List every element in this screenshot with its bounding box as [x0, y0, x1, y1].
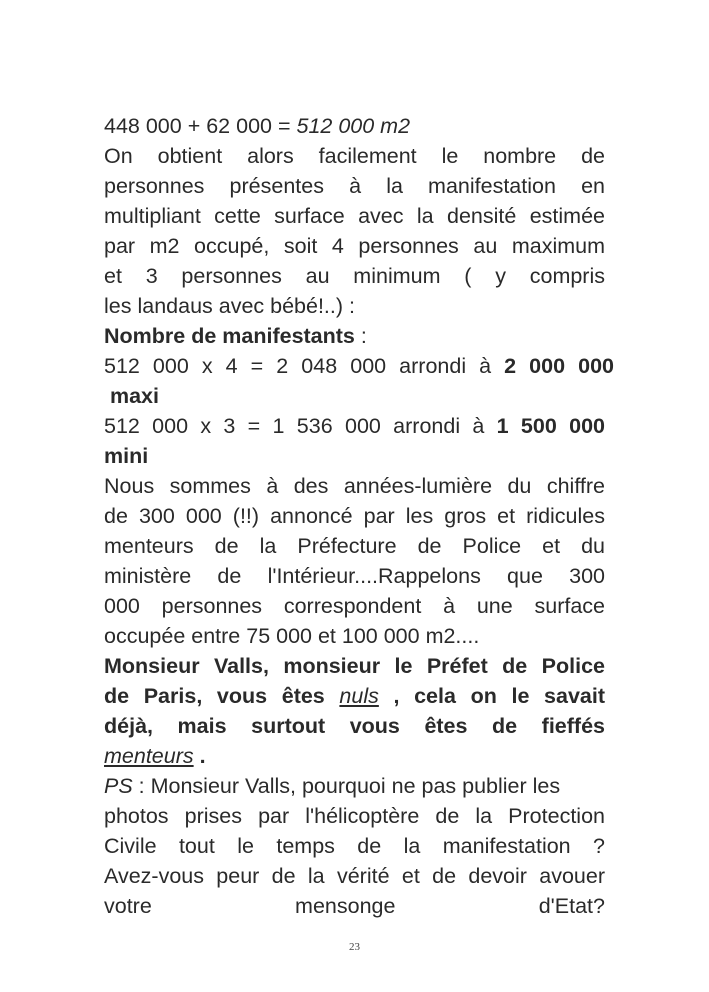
paragraph-line: ministère de l'Intérieur....Rappelons que 300	[104, 564, 605, 588]
ps-label: PS	[104, 774, 133, 798]
equation-line: 448 000 + 62 000 = 512 000 m2	[104, 114, 411, 138]
emphasis-menteurs: menteurs	[104, 744, 194, 768]
paragraph-line: menteurs de la Préfecture de Police et du	[104, 534, 605, 558]
paragraph-line: personnes présentes à la manifestation en	[104, 174, 605, 198]
paragraph-line: Nous sommes à des années-lumière du chiffre	[104, 474, 605, 498]
section-heading: Nombre de manifestants :	[104, 324, 367, 348]
paragraph-line: Monsieur Valls, monsieur le Préfet de Police	[104, 654, 605, 678]
calc-max-label: maxi	[109, 384, 159, 408]
paragraph-line: de 300 000 (!!) annoncé par les gros et ridicules	[104, 504, 605, 528]
ps-line: Avez-vous peur de la vérité et de devoir avouer	[104, 864, 605, 888]
page-number: 23	[349, 941, 360, 953]
paragraph-line: 000 personnes correspondent à une surface	[104, 594, 605, 618]
paragraph-line: par m2 occupé, soit 4 personnes au maximum	[104, 234, 605, 258]
paragraph-line: menteurs .	[104, 744, 206, 768]
paragraph-line: et 3 personnes au minimum ( y compris	[104, 264, 605, 288]
paragraph-line: les landaus avec bébé!..) :	[104, 294, 355, 318]
ps-line: PS : Monsieur Valls, pourquoi ne pas publier les	[104, 774, 561, 798]
equation-result: 512 000 m2	[296, 114, 411, 138]
ps-line: Civile tout le temps de la manifestation ?	[104, 834, 605, 858]
paragraph-line: déjà, mais surtout vous êtes de fieffés	[104, 714, 605, 738]
paragraph-line: On obtient alors facilement le nombre de	[104, 144, 605, 168]
ps-line: photos prises par l'hélicoptère de la Protection	[104, 804, 605, 828]
page-body	[104, 111, 614, 921]
calc-max-line: 512 000 x 4 = 2 048 000 arrondi à 2 000 000	[104, 354, 614, 378]
emphasis-nuls: nuls	[339, 684, 379, 708]
paragraph-line: occupée entre 75 000 et 100 000 m2....	[104, 624, 480, 648]
calc-min-line: 512 000 x 3 = 1 536 000 arrondi à 1 500 000	[104, 414, 605, 438]
calc-min-label: mini	[104, 444, 149, 468]
ps-line: votre mensonge d'Etat?	[104, 894, 605, 918]
paragraph-line: multipliant cette surface avec la densité estimée	[104, 204, 605, 228]
paragraph-line: de Paris, vous êtes nuls , cela on le savait	[104, 684, 605, 708]
